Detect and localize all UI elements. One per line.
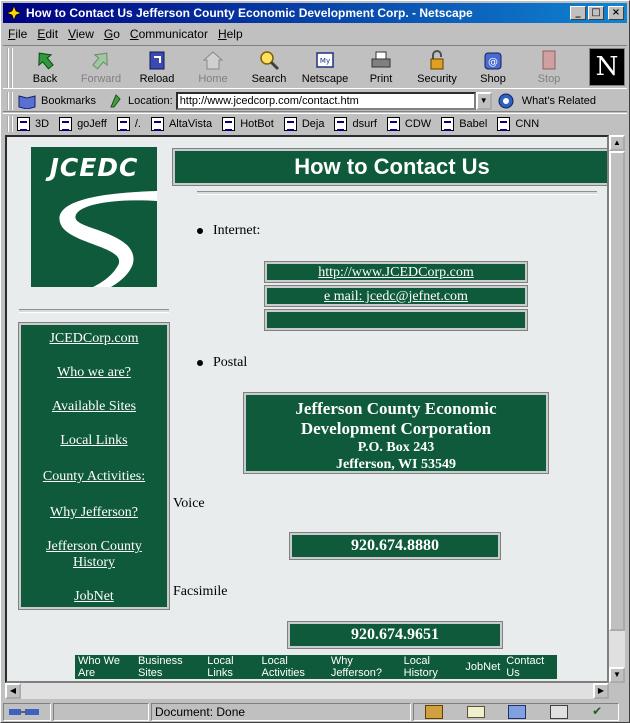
home-label: Home [198,73,228,85]
reload-icon [145,49,169,71]
nav-link-local-links[interactable]: Local Links [60,433,128,448]
netscape-label: Netscape [301,73,349,85]
padlock-icon [425,49,449,71]
whats-related-icon [498,93,518,109]
mail-icon[interactable] [467,706,485,718]
scroll-right-button[interactable]: ▶ [593,683,609,699]
svg-text:@: @ [488,57,498,68]
page-title: How to Contact Us [173,149,609,185]
scroll-corner [609,683,625,699]
footer-link-business-sites[interactable]: Business Sites [137,655,183,679]
connection-status-cell[interactable] [3,703,51,721]
org-name-line-1: Jefferson County Economic [295,399,497,418]
jcedc-logo[interactable] [31,147,157,287]
bookmark-label: CNN [515,117,540,130]
home-icon [201,49,225,71]
location-grip[interactable] [7,92,13,110]
discussions-icon[interactable] [508,705,526,719]
personal-grip[interactable] [7,116,13,132]
vertical-scrollbar[interactable] [609,135,625,683]
vertical-scroll-thumb[interactable] [609,151,625,631]
bookmark-altavista[interactable] [151,117,212,131]
menu-file[interactable]: File [8,26,28,41]
search-button[interactable] [241,46,297,88]
nav-link-why-jefferson[interactable]: Why Jefferson? [50,505,138,520]
netscape-logo[interactable]: N [589,48,625,86]
bookmark-slashdot[interactable] [117,117,141,131]
personal-toolbar [3,113,627,133]
status-text: Document: Done [151,703,411,721]
nav-link-jcedcorp[interactable]: JCEDCorp.com [49,331,139,346]
bullet-dot [197,360,203,366]
bookmark-3d[interactable] [17,117,49,131]
bookmark-label: CDW [404,117,432,130]
back-arrow-icon [33,49,57,71]
minimize-button[interactable]: _ [570,6,586,20]
sidebar-nav [19,323,169,609]
shop-icon [481,49,505,71]
internet-label: Internet: [213,223,261,238]
bookmark-gojeff[interactable] [59,117,107,131]
nav-link-county-history[interactable]: Jefferson County History [46,539,142,570]
security-button[interactable] [409,46,465,88]
window-title: How to Contact Us Jefferson County Economic Development Corp. - Netscape [26,6,473,20]
nav-link-county-activities[interactable]: County Activities: [42,469,146,484]
stop-icon [537,49,561,71]
menu-go[interactable]: Go [103,26,120,41]
toolbar-grip[interactable] [7,48,13,88]
my-netscape-icon [313,49,337,71]
location-label: Location: [128,94,173,107]
maximize-button[interactable]: □ [588,6,604,20]
bookmark-label: goJeff [77,117,107,130]
horizontal-scrollbar[interactable] [5,683,609,699]
stop-label: Stop [537,73,561,85]
bullet-dot [197,228,203,234]
checkmark-icon[interactable]: ✔ [592,704,603,718]
menu-view[interactable]: View [68,26,94,41]
search-label: Search [251,73,287,85]
website-link[interactable]: http://www.JCEDCorp.com [318,265,474,280]
url-history-dropdown[interactable]: ▼ [476,92,492,110]
po-box: P.O. Box 243 [357,440,435,455]
fax-number: 920.674.9651 [288,622,502,648]
menu-edit[interactable]: Edit [37,26,59,41]
page-icon [151,117,164,131]
shop-label: Shop [480,73,506,85]
status-bar [3,702,627,722]
svg-text:My: My [319,57,331,65]
footer-link-jobnet[interactable]: JobNet [465,661,501,673]
nav-link-available-sites[interactable]: Available Sites [51,399,137,414]
shop-button[interactable] [465,46,521,88]
bookmark-label: Deja [301,117,325,130]
bookmark-dsurf[interactable] [334,117,376,131]
page-icon [17,117,30,131]
progress-cell [53,703,149,721]
back-label: Back [32,73,58,85]
logo-text: JCEDC [49,153,139,182]
close-button[interactable]: × [608,6,624,20]
scroll-up-button[interactable]: ▲ [609,135,625,151]
composer-icon[interactable] [550,705,568,719]
title-divider [197,191,597,195]
whats-related-button[interactable]: What's Related [521,94,596,107]
reload-button[interactable] [129,46,185,88]
bookmark-label: 3D [35,117,50,130]
scroll-left-button[interactable]: ◀ [5,683,21,699]
bookmark-cdw[interactable] [387,117,431,131]
nav-link-jobnet[interactable]: JobNet [74,589,114,604]
page-icon [59,117,72,131]
component-bar [413,703,619,721]
internet-bullet [197,223,260,239]
menu-communicator[interactable]: Communicator [129,26,208,41]
bookmark-deja[interactable] [284,117,325,131]
forward-button[interactable] [73,46,129,88]
stop-button[interactable] [521,46,577,88]
nav-link-who-we-are[interactable]: Who we are? [57,365,131,380]
netscape-button[interactable] [297,46,353,88]
bookmark-hotbot[interactable] [222,117,274,131]
page-viewport[interactable] [5,135,609,683]
left-divider [19,309,169,313]
page-icon [387,117,400,131]
forward-label: Forward [80,73,122,85]
navigator-icon[interactable] [425,705,443,719]
bookmarks-icon[interactable] [17,93,37,109]
connection-plug-icon [7,706,47,718]
page-proxy-icon[interactable] [108,93,124,109]
bookmark-label: Babel [459,117,488,130]
bookmark-babel[interactable] [441,117,487,131]
print-button[interactable] [353,46,409,88]
fax-label: Facsimile [173,584,228,599]
title-bar[interactable] [3,3,627,23]
org-name-line-2: Development Corporation [300,419,492,438]
home-button[interactable] [185,46,241,88]
page-icon [334,117,347,131]
footer-link-local-history[interactable]: Local History [403,655,438,679]
bookmark-label: dsurf [352,117,377,130]
road-swoosh-icon [31,147,157,287]
forward-arrow-icon [89,49,113,71]
bookmarks-menu[interactable]: Bookmarks [41,94,97,107]
navigation-toolbar [3,45,627,89]
security-label: Security [417,73,457,85]
printer-icon [369,49,393,71]
print-label: Print [369,73,393,85]
page-icon [441,117,454,131]
postal-bullet [197,355,247,371]
footer-link-contact-us[interactable]: Contact Us [506,655,545,679]
footer-link-local-activities[interactable]: Local Activities [261,655,305,679]
menu-bar [3,24,627,43]
footer-link-why-jefferson[interactable]: Why Jefferson? [330,655,382,679]
footer-nav [75,655,557,679]
empty-link-cell [265,310,527,330]
email-link-cell [265,286,527,306]
city-state-zip: Jefferson, WI 53549 [336,457,456,472]
reload-label: Reload [139,73,175,85]
bookmark-label: HotBot [240,117,274,130]
page-icon [222,117,235,131]
bookmark-label: /. [134,117,141,130]
voice-label: Voice [173,496,205,511]
postal-label: Postal [213,355,248,370]
postal-address-box [244,393,548,473]
footer-link-who-we-are[interactable]: Who We Are [78,655,120,679]
voice-number: 920.674.8880 [290,533,500,559]
page-icon [497,117,510,131]
search-icon [257,49,281,71]
menu-help[interactable]: Help [217,26,243,41]
email-link[interactable]: e mail: jcedc@jefnet.com [324,289,468,304]
footer-link-local-links[interactable]: Local Links [207,655,234,679]
scroll-down-button[interactable]: ▼ [609,667,625,683]
back-button[interactable] [17,46,73,88]
page-icon [284,117,297,131]
page-icon [117,117,130,131]
bookmark-label: AltaVista [168,117,213,130]
bookmark-cnn[interactable] [497,117,539,131]
url-input[interactable]: http://www.jcedcorp.com/contact.htm [176,92,476,110]
location-bar [3,90,627,112]
web-link-cell [265,262,527,282]
netscape-app-icon[interactable] [6,5,22,21]
